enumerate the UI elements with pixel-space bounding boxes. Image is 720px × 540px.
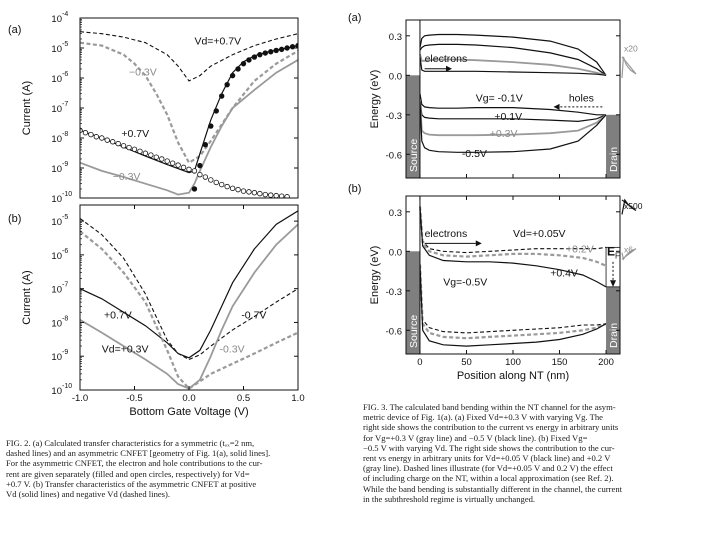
hole-arrow-head (554, 104, 560, 110)
ytick-label: -0.6 (385, 326, 402, 338)
panel-label: (b) (8, 213, 22, 225)
ytick-exponent: -5 (62, 214, 69, 222)
annotation: x6 (624, 244, 633, 255)
data-point (247, 58, 252, 63)
annotation: -0.5V (461, 147, 487, 160)
xtick-label: -1.0 (71, 393, 89, 404)
annotation: electrons (424, 227, 468, 240)
xtick-label: 0 (417, 357, 423, 368)
data-point (159, 157, 164, 162)
data-point (268, 193, 273, 198)
ytick-label: 10 (51, 74, 62, 85)
x-axis-label: Bottom Gate Voltage (V) (129, 406, 249, 418)
data-point (209, 178, 214, 183)
data-point (94, 134, 99, 139)
caption-line: FIG. 2. (a) Calculated transfer characteristics for a symmetric (tₒₓ=2 nm, (6, 438, 255, 448)
caption-line: of including charge on the NT, within a local approximation (see Ref. 2). (363, 473, 614, 484)
ytick-exponent: -8 (62, 315, 69, 323)
ytick-label: 10 (51, 250, 62, 262)
caption-line: rent vs energy in arbitrary units for Vd=+0.05 V (black line) and +0.2 V (363, 453, 611, 464)
ef-subscript: F (615, 251, 620, 261)
ytick-label: 10 (51, 318, 62, 330)
xtick-label: 0.0 (182, 393, 196, 404)
ytick-exponent: -6 (62, 247, 69, 255)
annotation: electrons (424, 53, 468, 66)
ytick-label: -0.6 (385, 150, 402, 162)
data-point (100, 136, 105, 141)
data-point (176, 163, 181, 168)
caption-line: rent are given separately (filled and open circles, respectively) for Vd= (6, 468, 250, 479)
ytick-exponent: -4 (62, 11, 69, 18)
annotation: +0.3V (489, 128, 518, 141)
data-point (230, 186, 235, 191)
ef-label: E (607, 244, 616, 259)
ytick-label: 10 (51, 14, 62, 25)
series-line (80, 46, 298, 173)
series-line (420, 102, 606, 153)
fig3-panel-a (348, 12, 638, 178)
data-point (187, 167, 192, 172)
data-point (219, 94, 224, 99)
data-point (225, 184, 230, 189)
data-point (132, 147, 137, 152)
caption-line: in the subthreshold regime is virtually unchanged. (363, 493, 536, 504)
series-line (80, 43, 298, 163)
series-line (80, 211, 298, 358)
ytick-label: 10 (51, 194, 62, 205)
y-axis-label: Energy (eV) (369, 69, 381, 129)
ytick-label: 10 (51, 386, 62, 397)
ytick-exponent: -7 (62, 101, 69, 108)
drain-label: Drain (608, 322, 621, 348)
source-label: Source (407, 138, 420, 172)
data-point (170, 161, 175, 166)
data-point (214, 180, 219, 185)
data-point (236, 187, 241, 192)
xtick-label: 50 (461, 357, 472, 368)
data-point (181, 165, 186, 170)
xtick-label: 1.0 (291, 393, 305, 404)
distribution-curve (622, 57, 636, 78)
data-point (247, 190, 252, 195)
data-point (192, 169, 197, 174)
data-point (203, 175, 208, 180)
data-point (127, 145, 132, 150)
fig3-panel-b (348, 183, 643, 382)
data-point (89, 132, 94, 137)
annotation: x500 (624, 201, 643, 212)
ytick-exponent: -9 (62, 349, 69, 357)
data-point (263, 192, 268, 197)
data-point (203, 142, 208, 147)
ytick-label: 10 (51, 164, 62, 175)
data-point (149, 153, 154, 158)
annotation: -0.3V (219, 343, 245, 356)
caption-line: dashed lines) and an asymmetric CNFET [geometry of Fig. 1(a), solid lines]. (6, 448, 271, 459)
data-point (209, 124, 214, 129)
annotation: Vg= -0.1V (475, 92, 523, 105)
data-point (110, 139, 115, 144)
annotation: −0.3V (129, 66, 157, 79)
data-point (258, 191, 263, 196)
series-line (80, 32, 298, 81)
data-point (279, 47, 284, 52)
caption-line: (gray line). Dashed lines illustrate (for Vd=+0.05 V and 0.2 V) the effect (363, 463, 613, 474)
annotation: -0.7V (241, 309, 267, 322)
data-point (214, 109, 219, 114)
data-point (198, 163, 203, 168)
ytick-label: 10 (51, 352, 62, 364)
ytick-exponent: -7 (62, 281, 69, 289)
data-point (165, 159, 170, 164)
annotation: Vd=+0.7V (194, 35, 242, 48)
panel-label: (b) (348, 183, 362, 195)
source-label: Source (407, 314, 420, 348)
data-point (263, 51, 268, 56)
plot-area (80, 211, 298, 389)
data-point (219, 182, 224, 187)
ytick-label: 0.0 (388, 247, 402, 259)
ytick-exponent: -10 (62, 191, 73, 198)
data-point (236, 67, 241, 72)
data-point (225, 82, 230, 87)
series-line (80, 224, 298, 388)
ytick-label: 0.0 (388, 71, 402, 83)
data-point (121, 143, 126, 148)
data-point (274, 48, 279, 53)
caption-line: right side shows the contribution to the current vs energy in arbitrary units (363, 422, 619, 433)
plot-area (78, 32, 301, 199)
caption-line: FIG. 3. The calculated band bending within the NT channel for the asym- (363, 402, 616, 412)
caption-line: While the band bending is substantially different in the channel, the current (363, 483, 623, 494)
panel-label: (a) (348, 12, 362, 24)
xtick-label: 0.5 (236, 393, 251, 404)
annotation: +0.1V (494, 111, 523, 124)
ytick-label: 10 (51, 44, 62, 55)
series-line (420, 265, 606, 333)
data-point (83, 130, 88, 135)
annotation: Vd=+0.3V (101, 343, 149, 356)
fig2-panel-b (8, 205, 305, 418)
ytick-label: -0.3 (385, 286, 402, 298)
annotation: +0.7V (121, 127, 150, 140)
data-point (252, 190, 257, 195)
ytick-exponent: -6 (62, 71, 69, 78)
ytick-label: 10 (51, 217, 62, 229)
data-point (285, 46, 290, 51)
ytick-label: -0.3 (385, 110, 402, 122)
annotation: +0.7V (103, 309, 132, 322)
annotation: Vd=+0.05V (513, 227, 566, 240)
ytick-label: 0.3 (388, 207, 402, 219)
annotation: Vg=-0.5V (443, 276, 488, 289)
ytick-label: 10 (51, 104, 62, 115)
data-point (241, 61, 246, 66)
data-point (138, 149, 143, 154)
drain-label: Drain (608, 146, 621, 172)
caption-line: Vd (solid lines) and negative Vd (dashed lines). (6, 489, 171, 500)
caption-line: For the asymmetric CNFET, the electron and hole contributions to the cur- (6, 458, 263, 469)
fig2-panel-a (8, 11, 300, 205)
panel-label: (a) (8, 24, 22, 36)
plot-frame (80, 205, 298, 390)
caption-line: −0.5 V with varying Vd. The right side shows the contribution to the cur- (363, 442, 615, 453)
ytick-label: 10 (51, 284, 62, 296)
data-point (105, 138, 110, 143)
data-point (154, 155, 159, 160)
caption-line: metric device of Fig. 1(a). (a) Fixed Vd=+0.3 V with varying Vg. The (363, 412, 603, 423)
data-point (230, 73, 235, 78)
ytick-exponent: -8 (62, 131, 69, 138)
data-point (241, 189, 246, 194)
fig3-caption (363, 402, 715, 504)
y-axis-label: Current (A) (21, 270, 33, 325)
data-point (192, 187, 197, 192)
ytick-label: 10 (51, 134, 62, 145)
annotation: −0.3V (112, 170, 141, 183)
data-point (258, 52, 263, 57)
x-axis-label: Position along NT (nm) (456, 370, 570, 382)
xtick-label: 100 (505, 357, 521, 368)
ytick-exponent: -9 (62, 161, 69, 168)
data-point (268, 49, 273, 54)
annotation: holes (568, 92, 594, 105)
ytick-exponent: -5 (62, 41, 69, 48)
xtick-label: 200 (598, 357, 614, 368)
ytick-exponent: -10 (62, 383, 73, 390)
annotation: +0.4V (550, 267, 578, 280)
fig2-caption (6, 438, 336, 499)
data-point (143, 151, 148, 156)
data-point (116, 141, 121, 146)
electron-arrow-head (476, 240, 482, 246)
y-axis-label: Current (A) (21, 80, 33, 136)
caption-line: for Vg=+0.3 V (gray line) and −0.5 V (black line). (b) Fixed Vg= (363, 432, 588, 443)
data-point (252, 55, 257, 60)
annotation: x20 (624, 43, 638, 54)
xtick-label: -0.5 (126, 393, 143, 404)
caption-line: +0.7 V. (b) Transfer characteristics of the asymmetric CNFET at positive (6, 478, 257, 489)
data-point (198, 172, 203, 177)
ytick-label: 0.3 (388, 31, 402, 43)
y-axis-label: Energy (eV) (369, 245, 381, 305)
xtick-label: 150 (551, 357, 568, 368)
data-point (274, 193, 279, 198)
annotation: +0.2V (566, 243, 594, 256)
